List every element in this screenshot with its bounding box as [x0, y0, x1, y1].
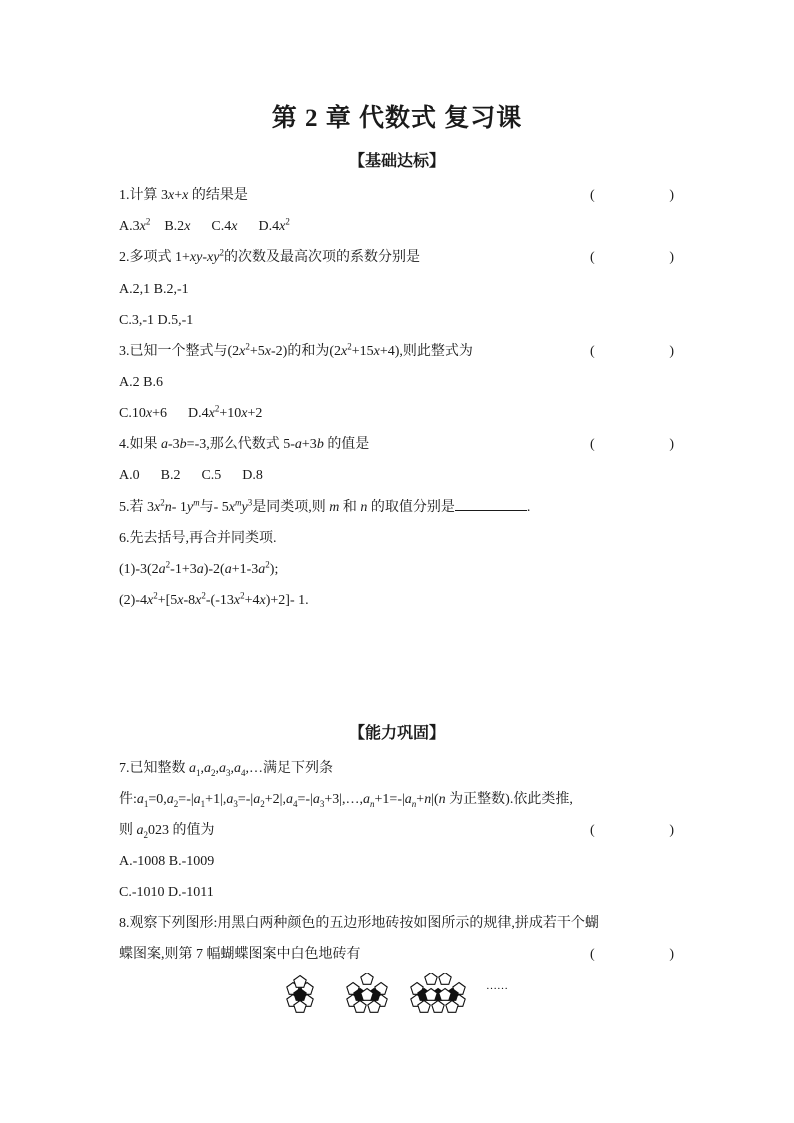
question-2-stem: 2.多项式 $1+xy-xy^2$的次数及最高次项的系数分别是	[119, 247, 420, 265]
question-7-stem-line-1: 7.已知整数 $a_1,a_2,a_3,a_4,\dots$满足下列条	[119, 761, 333, 778]
question-7-stem-line-2: 件$:a_1=0,a_2=-|a_1+1|,a_3=-|a_2+2|,a_4=-|a_3+3|,\dots,a_n+1=-|a_n+n|(n$ 为正整数).依此类推,	[119, 792, 573, 809]
butterfly-figure-1	[287, 976, 313, 1013]
page-title: 第 2 章 代数式 复习课	[271, 105, 523, 132]
question-3-options-ab: A.2 B.6	[119, 375, 163, 390]
question-3-options-cd: C.10x+6 $D.4x^2+10x+2$	[119, 403, 263, 421]
question-4-options: A.0 B.2 C.5 D.8	[119, 468, 263, 483]
answer-blank[interactable]	[455, 498, 527, 511]
section-basic: 【基础达标】	[348, 153, 445, 170]
question-8-stem-line-2: 蝶图案,则第 7 幅蝴蝶图案中白色地砖有	[119, 947, 361, 962]
question-7-options-ab: A.-1008 B.-1009	[119, 854, 215, 869]
question-2-options-cd: C.3,-1 D.5,-1	[119, 313, 194, 328]
butterfly-figure-2	[347, 973, 387, 1012]
question-6-part-1: $(1)-3(2a^2-1+3a)-2(a+1-3a^2)$;	[119, 559, 279, 577]
question-3-stem: 3.已知一个整式与$(2x^2+5x-2)$的和为$(2x^2+15x+4)$,则此整式为	[119, 341, 473, 359]
question-4-stem: 4.如果 a-3b=-3,那么代数式 5-a+3b 的值是	[119, 437, 370, 452]
question-1-options: $A.3x^2$ B.2x C.4x $D.4x^2$	[119, 216, 290, 234]
question-1-stem: 1.计算 3x+x 的结果是	[119, 188, 248, 203]
butterfly-pattern-figures	[286, 973, 516, 1013]
figures-ellipsis: ……	[486, 980, 508, 992]
section-ability: 【能力巩固】	[348, 725, 445, 742]
question-2-options-ab: A.2,1 B.2,-1	[119, 282, 189, 297]
question-6-part-2: $(2)-4x^2+[5x-8x^2-(-13x^2+4x)+2]-$ 1.	[119, 590, 309, 608]
question-8-stem-line-1: 8.观察下列图形:用黑白两种颜色的五边形地砖按如图所示的规律,拼成若干个蝴	[119, 916, 599, 931]
question-5-stem: 5.若 $3x^2n-$ $1y^m$与- $5x^my^3$是同类项,则 m 和 n 的取值分别是 .	[119, 497, 531, 515]
question-7-options-cd: C.-1010 D.-1011	[119, 885, 214, 900]
question-7-stem-line-3: 则 $a_2023$ 的值为	[119, 823, 215, 840]
butterfly-figure-3	[411, 973, 465, 1012]
question-6-stem: 6.先去括号,再合并同类项.	[119, 531, 277, 546]
